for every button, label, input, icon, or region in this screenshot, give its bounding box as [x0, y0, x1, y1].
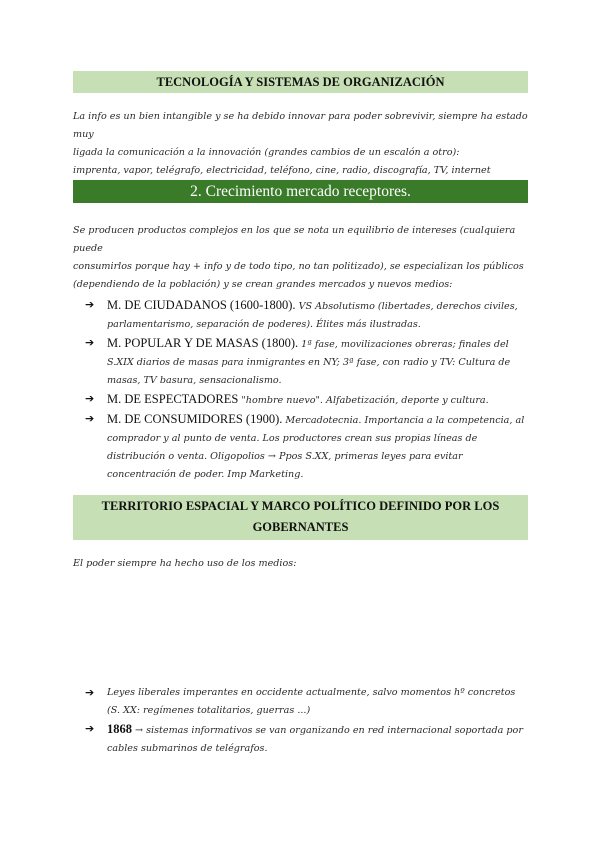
arrow-right-icon: ➔: [85, 722, 95, 735]
list-item: [85, 410, 530, 484]
list-item-lead: 1868: [107, 722, 132, 736]
arrow-right-icon: ➔: [85, 412, 95, 425]
section2-line2: consumirlos porque hay + info y de todo tipo, no tan politizado), se especializan los públicos: [73, 261, 524, 272]
list-item-text: Mercadotecnia. Importancia a la competencia, al comprador y al punto de venta. Los productores crean sus propias líneas de distribución o venta. Oligopolios → Ppos S.XX, primeras leyes para evitar concentración de poder. Imp Marketing.: [107, 415, 525, 480]
section1-paragraph: [73, 108, 533, 180]
section-heading-territorio: [73, 495, 528, 540]
list-item-text: 1ª fase, movilizaciones obreras; finales del S.XIX diarios de masas para inmigrantes en NY; 3ª fase, con radio y TV: Cultura de masas, TV basura, sensacionalismo.: [107, 339, 511, 386]
list-item-text: Leyes liberales imperantes en occidente actualmente, salvo momentos hº concretos (S. XX: regímenes totalitarios, guerras ...): [107, 687, 516, 716]
list-item-text: VS Absolutismo (libertades, derechos civiles, parlamentarismo, separación de poderes). Élites más ilustradas.: [107, 301, 518, 330]
section3-title-line2: GOBERNANTES: [252, 520, 349, 534]
section-heading-crecimiento: 2. Crecimiento mercado receptores.: [73, 180, 528, 203]
section2-paragraph: [73, 222, 533, 294]
arrow-right-icon: ➔: [85, 686, 95, 699]
list-item-lead: M. POPULAR Y DE MASAS (1800).: [107, 336, 299, 350]
list-item: [85, 334, 530, 390]
section3-intro: El poder siempre ha hecho uso de los medios:: [73, 558, 297, 569]
list-item-lead: M. DE CIUDADANOS (1600-1800).: [107, 298, 296, 312]
arrow-right-icon: ➔: [85, 336, 95, 349]
arrow-right-icon: ➔: [85, 298, 95, 311]
list-item-lead: M. DE CONSUMIDORES (1900).: [107, 412, 283, 426]
poder-list: [85, 684, 530, 758]
section1-line3: imprenta, vapor, telégrafo, electricidad, teléfono, cine, radio, discografía, TV, internet: [73, 165, 491, 176]
list-item: [85, 684, 530, 720]
mercados-list: [85, 296, 530, 484]
arrow-right-icon: ➔: [85, 392, 95, 405]
list-item-text: "hombre nuevo". Alfabetización, deporte y cultura.: [238, 395, 489, 406]
section2-line3: (dependiendo de la población) y se crean grandes mercados y nuevos medios:: [73, 279, 453, 290]
list-item-lead: M. DE ESPECTADORES: [107, 392, 239, 406]
section1-line2: ligada la comunicación a la innovación (grandes cambios de un escalón a otro):: [73, 147, 460, 158]
section1-line1: La info es un bien intangible y se ha debido innovar para poder sobrevivir, siempre ha estado muy: [73, 111, 528, 140]
list-item: [85, 296, 530, 334]
list-item-text: → sistemas informativos se van organizando en red internacional soportada por cables submarinos de telégrafos.: [107, 725, 523, 754]
section-heading-tecnologia: TECNOLOGÍA Y SISTEMAS DE ORGANIZACIÓN: [73, 71, 528, 93]
section3-title-line1: TERRITORIO ESPACIAL Y MARCO POLÍTICO DEFINIDO POR LOS: [101, 499, 500, 513]
list-item: [85, 720, 530, 758]
list-item: [85, 390, 530, 410]
section2-line1: Se producen productos complejos en los que se nota un equilibrio de intereses (cualquiera puede: [73, 225, 516, 254]
